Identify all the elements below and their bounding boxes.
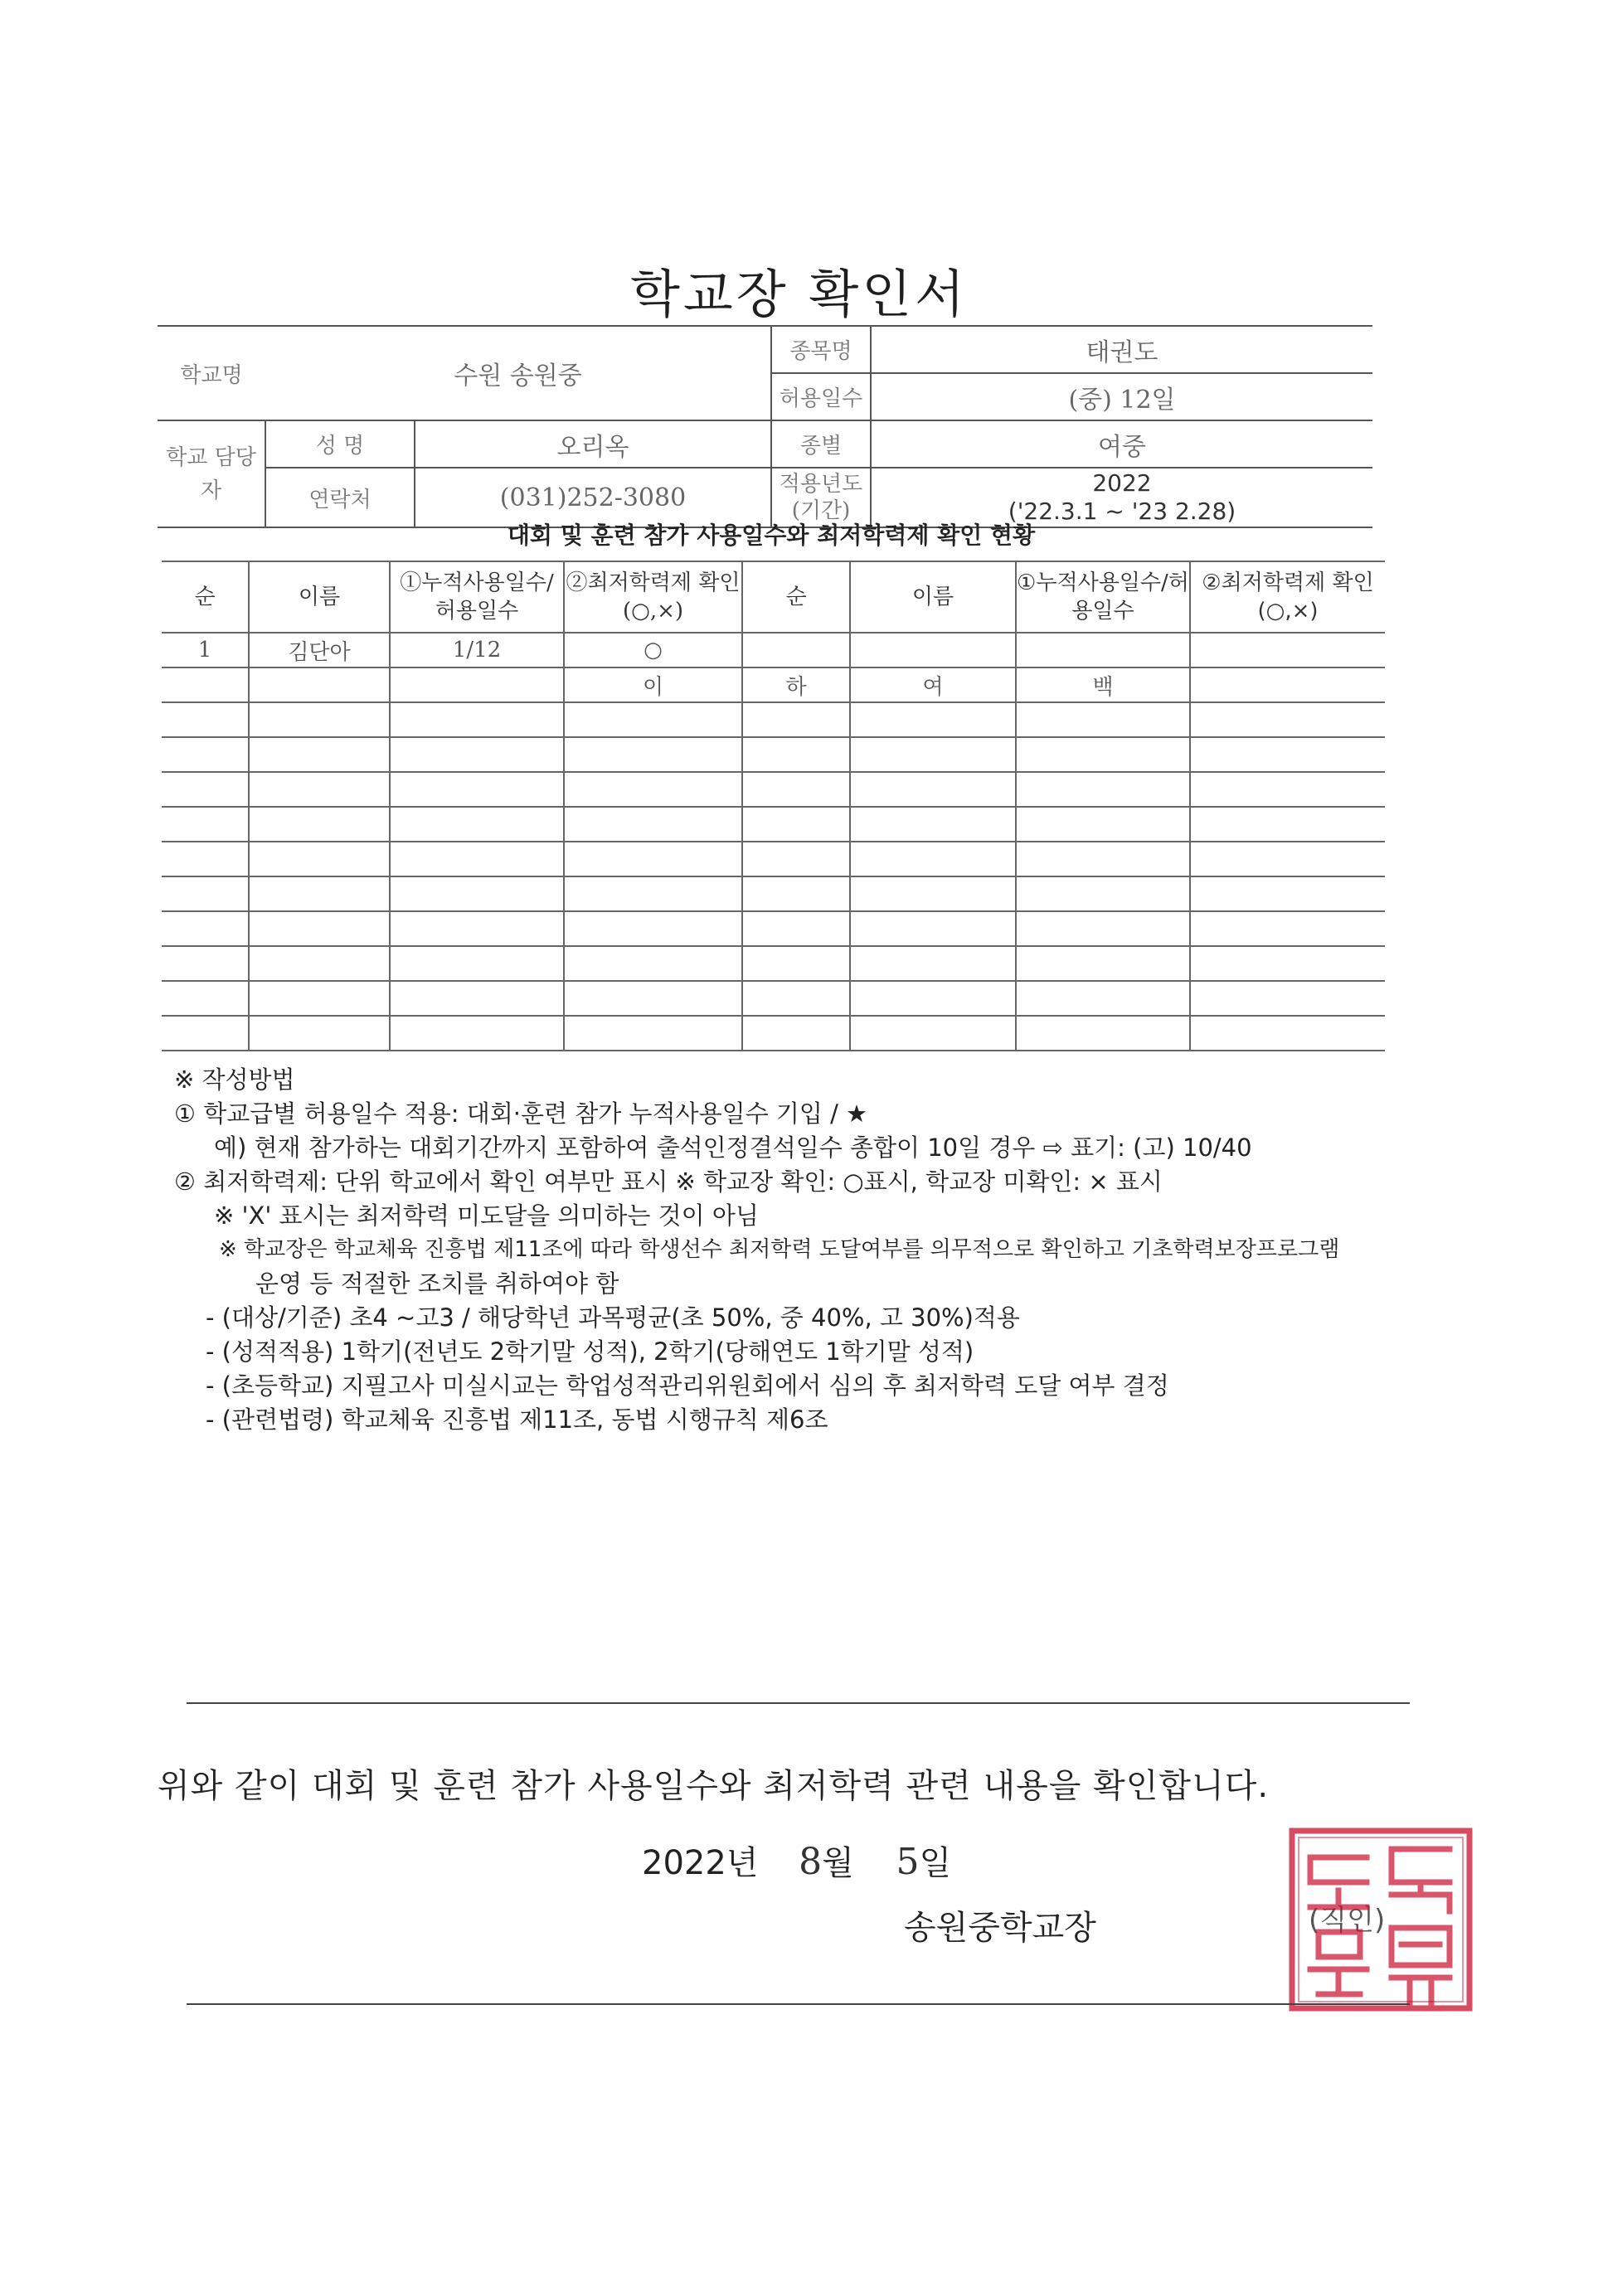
note-item: - (초등학교) 지필고사 미실시교는 학업성적관리위원회에서 심의 후 최저학력 도달 여부 결정 — [206, 1371, 1169, 1400]
table-row — [162, 702, 1385, 737]
divider-bottom — [187, 2003, 1410, 2005]
confirmation-date — [642, 1837, 951, 1884]
table-row — [162, 842, 1385, 876]
col-header-name-2: 이름 — [850, 561, 1016, 633]
divider-top — [187, 1702, 1410, 1704]
period-value: ('22.3.1 ~ '23 2.28) — [1008, 498, 1236, 525]
table-row — [162, 633, 1385, 667]
school-contact-label: 학교 담당자 — [158, 420, 265, 527]
cell: 김단아 — [249, 633, 390, 667]
name-label: 성 명 — [265, 420, 415, 468]
cell: 1/12 — [390, 633, 564, 667]
official-seal-stamp — [1285, 1824, 1476, 2015]
document-title: 학교장 확인서 — [629, 264, 969, 324]
cell — [249, 667, 390, 702]
col-header-check: ②최저학력제 확인(○,×) — [564, 561, 742, 633]
cell — [1190, 667, 1385, 702]
note-item: ① 학교급별 허용일수 적용: 대회·훈련 참가 누적사용일수 기입 / ★ — [174, 1099, 868, 1128]
school-name-value: 수원 송원중 — [265, 326, 771, 420]
col-header-no: 순 — [162, 561, 249, 633]
sport-label: 종목명 — [771, 326, 871, 373]
col-header-days-2: ①누적사용일수/허용일수 — [1016, 561, 1190, 633]
cell — [390, 667, 564, 702]
col-header-name: 이름 — [249, 561, 390, 633]
table-row — [162, 772, 1385, 807]
note-item: - (성적적용) 1학기(전년도 2학기말 성적), 2학기(당해연도 1학기말 성적) — [206, 1337, 974, 1366]
cell: 이 — [564, 667, 742, 702]
cell: ○ — [564, 633, 742, 667]
date-day-unit: 일 — [919, 1844, 952, 1882]
seal-mark: (직인) — [1309, 1904, 1386, 1937]
date-day: 5 — [896, 1841, 920, 1883]
cell: 하 — [742, 667, 850, 702]
table-row — [162, 911, 1385, 946]
section-title: 대회 및 훈련 참가 사용일수와 최저학력제 확인 현황 — [507, 522, 1036, 549]
note-item: - (관련법령) 학교체육 진흥법 제11조, 동법 시행규칙 제6조 — [206, 1405, 828, 1434]
cell — [850, 633, 1016, 667]
year-value: 2022 — [1092, 469, 1152, 497]
name-value: 오리옥 — [415, 420, 771, 468]
table-row — [162, 946, 1385, 981]
phone-value: (031)252-3080 — [415, 468, 771, 527]
cell: 백 — [1016, 667, 1190, 702]
principal-name: 송원중학교장 — [904, 1909, 1096, 1947]
col-header-no-2: 순 — [742, 561, 850, 633]
info-table — [158, 325, 1372, 528]
table-row — [162, 667, 1385, 702]
note-item: ※ 'X' 표시는 최저학력 미도달을 의미하는 것이 아님 — [214, 1201, 759, 1230]
note-item: 운영 등 적절한 조치를 취하여야 함 — [255, 1269, 619, 1298]
school-name-label: 학교명 — [158, 326, 265, 420]
writing-instructions — [174, 1063, 1418, 1437]
table-row — [162, 1016, 1385, 1051]
col-header-check-2: ②최저학력제 확인(○,×) — [1190, 561, 1385, 633]
cell — [742, 633, 850, 667]
sport-value: 태권도 — [871, 326, 1372, 373]
phone-label: 연락처 — [265, 468, 415, 527]
note-item: 예) 현재 참가하는 대회기간까지 포함하여 출석인정결석일수 총합이 10일 경우 ⇨ 표기: (고) 10/40 — [214, 1133, 1252, 1162]
note-item: ② 최저학력제: 단위 학교에서 확인 여부만 표시 ※ 학교장 확인: ○표시, 학교장 미확인: × 표시 — [174, 1167, 1163, 1196]
allowed-days-value: (중) 12일 — [871, 373, 1372, 420]
cell — [1190, 633, 1385, 667]
usage-table — [162, 561, 1385, 1051]
table-row — [162, 737, 1385, 772]
note-item: ※ 학교장은 학교체육 진흥법 제11조에 따라 학생선수 최저학력 도달여부를 의무적으로 확인하고 기초학력보장프로그램 — [219, 1237, 1340, 1262]
cell: 1 — [162, 633, 249, 667]
confirmation-text: 위와 같이 대회 및 훈련 참가 사용일수와 최저학력 관련 내용을 확인합니다. — [158, 1767, 1270, 1805]
table-row — [162, 807, 1385, 842]
year-label: 적용년도 (기간) — [771, 468, 871, 527]
date-month-unit: 월 — [822, 1844, 854, 1882]
table-row — [162, 876, 1385, 911]
cell — [1016, 633, 1190, 667]
cell — [162, 667, 249, 702]
notes-heading: ※ 작성방법 — [174, 1065, 295, 1094]
date-year: 2022년 — [642, 1844, 759, 1882]
cell: 여 — [850, 667, 1016, 702]
category-label: 종별 — [771, 420, 871, 468]
col-header-days: ①누적사용일수/허용일수 — [390, 561, 564, 633]
note-item: - (대상/기준) 초4 ~고3 / 해당학년 과목평균(초 50%, 중 40%, 고 30%)적용 — [206, 1303, 1020, 1332]
category-value: 여중 — [871, 420, 1372, 468]
table-row — [162, 981, 1385, 1016]
date-month: 8 — [799, 1841, 823, 1883]
allowed-days-label: 허용일수 — [771, 373, 871, 420]
